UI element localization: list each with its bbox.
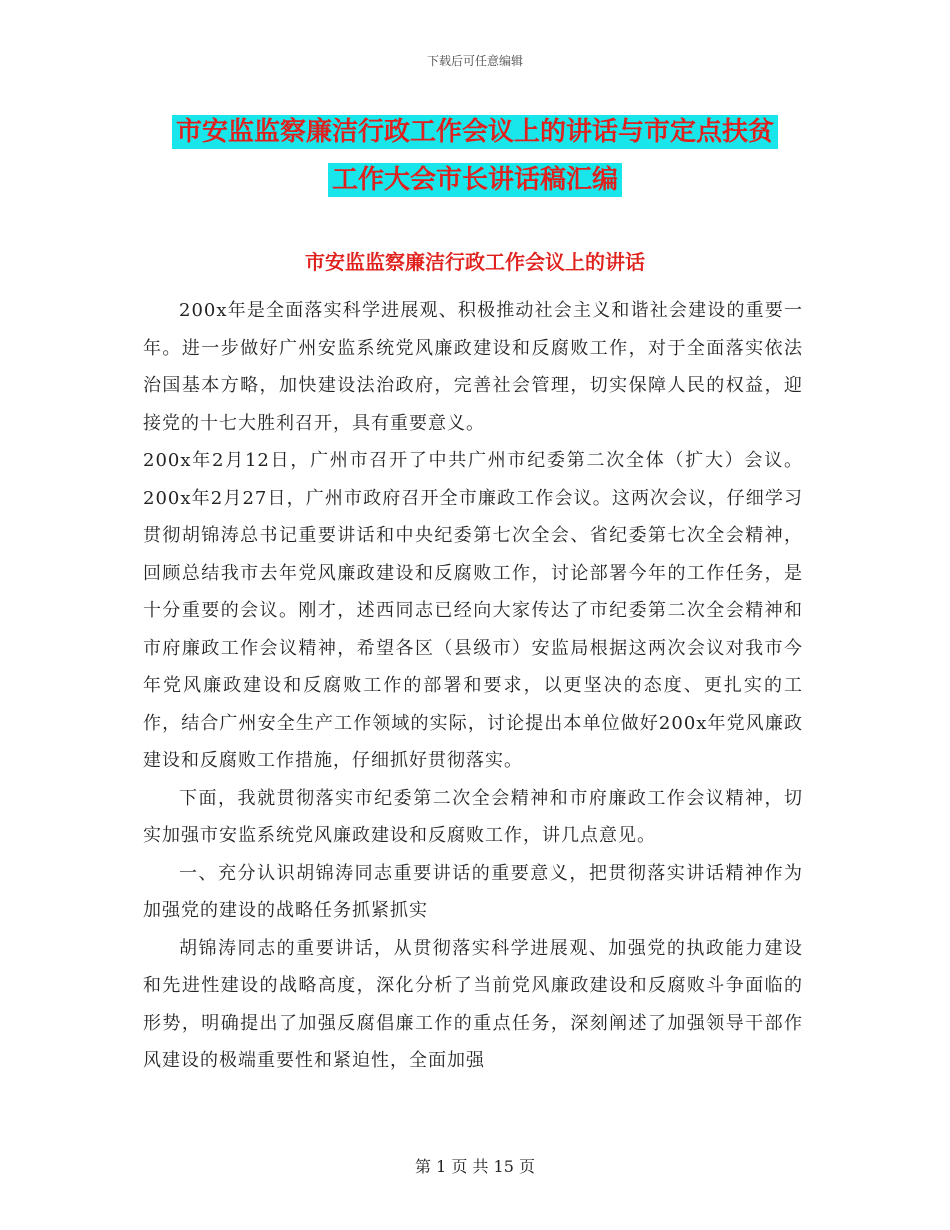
document-body bbox=[143, 292, 803, 1080]
header-note: 下载后可任意编辑 bbox=[426, 54, 523, 68]
section-title: 市安监监察廉洁行政工作会议上的讲话 bbox=[305, 250, 645, 274]
title-line-1: 市安监监察廉洁行政工作会议上的讲话与市定点扶贫 bbox=[172, 115, 778, 149]
document-title bbox=[60, 108, 890, 204]
page-number: 第 1 页 共 15 页 bbox=[415, 1157, 535, 1176]
paragraph: 胡锦涛同志的重要讲话，从贯彻落实科学进展观、加强党的执政能力建设和先进性建设的战略高度，深化分析了当前党风廉政建设和反腐败斗争面临的形势，明确提出了加强反腐倡廉工作的重点任务，深刻阐述了加强领导干部作风建设的极端重要性和紧迫性，全面加强 bbox=[143, 937, 803, 1071]
paragraph: 200x年2月12日，广州市召开了中共广州市纪委第二次全体（扩大）会议。200x年2月27日，广州市政府召开全市廉政工作会议。这两次会议，仔细学习贯彻胡锦涛总书记重要讲话和中央纪委第七次全会、省纪委第七次全会精神，回顾总结我市去年党风廉政建设和反腐败工作，讨论部署今年的工作任务，是十分重要的会议。刚才，述西同志已经向大家传达了市纪委第二次全会精神和市府廉政工作会议精神，希望各区（县级市）安监局根据这两次会议对我市今年党风廉政建设和反腐败工作的部署和要求，以更坚决的态度、更扎实的工作，结合广州安全生产工作领域的实际，讨论提出本单位做好200x年党风廉政建设和反腐败工作措施，仔细抓好贯彻落实。 bbox=[143, 450, 803, 771]
paragraph: 一、充分认识胡锦涛同志重要讲话的重要意义，把贯彻落实讲话精神作为加强党的建设的战略任务抓紧抓实 bbox=[143, 862, 803, 921]
paragraph: 下面，我就贯彻落实市纪委第二次全会精神和市府廉政工作会议精神，切实加强市安监系统党风廉政建设和反腐败工作，讲几点意见。 bbox=[143, 787, 803, 846]
title-line-2: 工作大会市长讲话稿汇编 bbox=[328, 163, 622, 197]
paragraph: 200x年是全面落实科学进展观、积极推动社会主义和谐社会建设的重要一年。进一步做好广州安监系统党风廉政建设和反腐败工作，对于全面落实依法治国基本方略，加快建设法治政府，完善社会管理，切实保障人民的权益，迎接党的十七大胜利召开，具有重要意义。 bbox=[143, 300, 803, 434]
